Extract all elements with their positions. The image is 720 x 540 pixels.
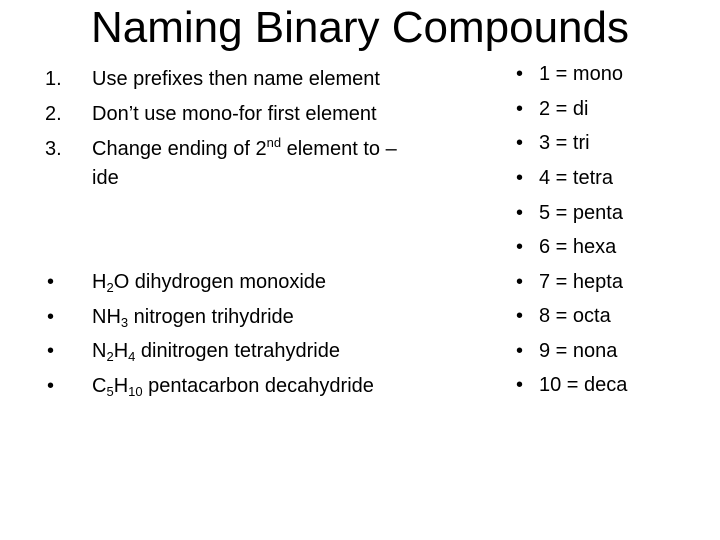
prefix-text: 3 = tri: [539, 132, 590, 154]
bullet: •: [516, 132, 524, 154]
ordinal-superscript: nd: [266, 135, 282, 150]
rule-text-part: element to –: [281, 138, 397, 160]
bullet: •: [516, 374, 524, 396]
example-name: dihydrogen monoxide: [129, 271, 327, 293]
rule-number: 2.: [45, 103, 62, 125]
prefix-text: 6 = hexa: [539, 236, 617, 258]
prefix-column: [516, 61, 706, 401]
rule-number: 3.: [45, 138, 62, 160]
bullet: •: [516, 271, 524, 293]
prefix-text: 8 = octa: [539, 305, 611, 327]
bullet: •: [516, 202, 524, 224]
prefix-text: 2 = di: [539, 98, 589, 120]
rule-number: 1.: [45, 68, 62, 90]
example-formula: $H_2O$ dihydrogen monoxide: [92, 271, 327, 295]
prefix-text: 7 = hepta: [539, 271, 623, 293]
slide-title: Naming Binary Compounds: [90, 3, 630, 52]
example-formula: $C_5H_{10}$ pentacarbon decahydride: [92, 375, 374, 399]
prefix-text: 5 = penta: [539, 202, 623, 224]
bullet: •: [516, 340, 524, 362]
bullet: •: [47, 340, 55, 362]
example-name: pentacarbon decahydride: [142, 375, 374, 397]
bullet: •: [47, 271, 55, 293]
rule-text: Use prefixes then name element: [92, 68, 380, 90]
prefix-text: 4 = tetra: [539, 167, 613, 189]
bullet: •: [516, 236, 524, 258]
rule-text-part: Change ending of 2: [92, 138, 267, 160]
bullet: •: [516, 98, 524, 120]
bullet: •: [516, 167, 524, 189]
example-name: nitrogen trihydride: [128, 306, 294, 328]
prefix-text: 1 = mono: [539, 63, 623, 85]
rules-column: [45, 66, 485, 406]
rule-text-continued: ide: [92, 167, 119, 189]
example-name: dinitrogen tetrahydride: [135, 340, 340, 362]
rule-text: Don’t use mono-for first element: [92, 103, 377, 125]
bullet: •: [516, 63, 524, 85]
prefix-text: 9 = nona: [539, 340, 618, 362]
bullet: •: [47, 375, 55, 397]
prefix-text: 10 = deca: [539, 374, 628, 396]
bullet: •: [516, 305, 524, 327]
bullet: •: [47, 306, 55, 328]
rule-text: [92, 136, 397, 162]
example-formula: $NH_3$ nitrogen trihydride: [92, 306, 294, 330]
example-formula: $N_2H_4$ dinitrogen tetrahydride: [92, 340, 340, 364]
